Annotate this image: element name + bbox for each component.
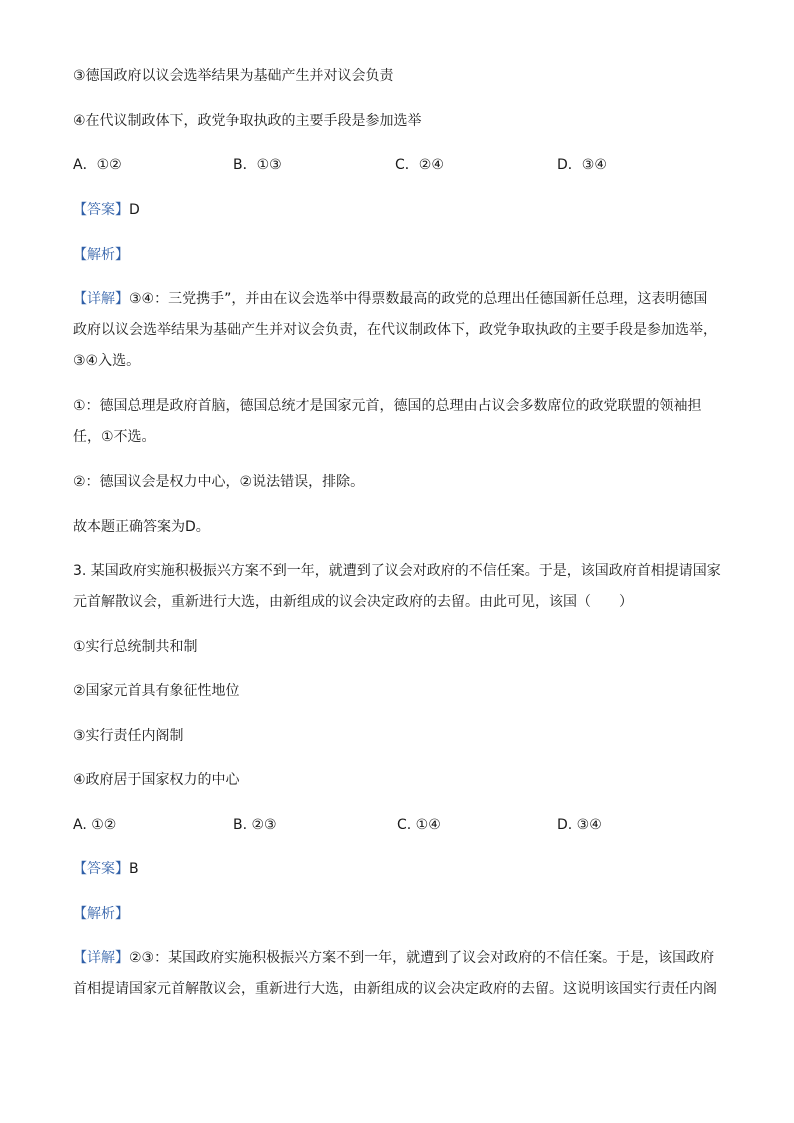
answer-value: D xyxy=(129,202,140,218)
detail-tag: 【详解】 xyxy=(73,291,129,307)
q3-stem-line-2: 元首解散议会，重新进行大选，由新组成的议会决定政府的去留。由此可见，该国（ ） xyxy=(73,594,633,610)
detail-text: ②③：某国政府实施积极振兴方案不到一年，就遭到了议会对政府的不信任案。于是，该国政府 xyxy=(129,950,715,966)
q2-option-statement-4: ④在代议制政体下，政党争取执政的主要手段是参加选举 xyxy=(73,113,422,129)
q3-detail-line-2: 首相提请国家元首解散议会，重新进行大选，由新组成的议会决定政府的去留。这说明该国实行责任内阁 xyxy=(73,981,717,997)
q2-note-2: ②：德国议会是权力中心，②说法错误，排除。 xyxy=(73,474,365,490)
q2-note-1-line-1: ①：德国总理是政府首脑，德国总统才是国家元首，德国的总理由占议会多数席位的政党联盟的领袖担 xyxy=(73,398,702,414)
q2-choice-a: A．①② xyxy=(73,157,122,173)
analysis-tag: 【解析】 xyxy=(73,906,129,922)
q3-choice-d: D. ③④ xyxy=(557,817,602,833)
q3-option-statement-1: ①实行总统制共和制 xyxy=(73,639,198,655)
q2-option-statement-3: ③德国政府以议会选举结果为基础产生并对议会负责 xyxy=(73,68,394,84)
q2-choice-d: D．③④ xyxy=(557,157,607,173)
q3-choice-b: B. ②③ xyxy=(233,817,277,833)
q2-note-1-line-2: 任，①不选。 xyxy=(73,429,156,445)
q3-option-statement-4: ④政府居于国家权力的中心 xyxy=(73,772,240,788)
detail-tag: 【详解】 xyxy=(73,950,129,966)
q3-stem-line-1: 3. 某国政府实施积极振兴方案不到一年，就遭到了议会对政府的不信任案。于是，该国政府首相提请国家 xyxy=(73,563,721,579)
q2-answer xyxy=(73,200,140,220)
analysis-tag: 【解析】 xyxy=(73,247,129,263)
q3-choice-c: C. ①④ xyxy=(397,817,441,833)
q3-option-statement-3: ③实行责任内阁制 xyxy=(73,728,184,744)
q3-choice-a: A. ①② xyxy=(73,817,117,833)
detail-text: ③④：三党携手”，并由在议会选举中得票数最高的政党的总理出任德国新任总理，这表明德国 xyxy=(129,291,708,307)
q2-detail-line-1 xyxy=(73,289,707,309)
q2-analysis-heading xyxy=(73,245,129,265)
q3-detail-line-1 xyxy=(73,948,714,968)
q2-detail-line-3: ③④入选。 xyxy=(73,353,141,369)
answer-value: B xyxy=(129,861,139,877)
q2-detail-line-2: 政府以议会选举结果为基础产生并对议会负责，在代议制政体下，政党争取执政的主要手段是参加选举， xyxy=(73,322,717,338)
q2-conclusion: 故本题正确答案为D。 xyxy=(73,519,210,535)
answer-tag: 【答案】 xyxy=(73,202,129,218)
answer-tag: 【答案】 xyxy=(73,861,129,877)
q3-option-statement-2: ②国家元首具有象征性地位 xyxy=(73,683,240,699)
q3-analysis-heading xyxy=(73,904,129,924)
q2-choice-c: C．②④ xyxy=(395,157,444,173)
q3-answer xyxy=(73,859,139,879)
q2-choice-b: B．①③ xyxy=(233,157,282,173)
